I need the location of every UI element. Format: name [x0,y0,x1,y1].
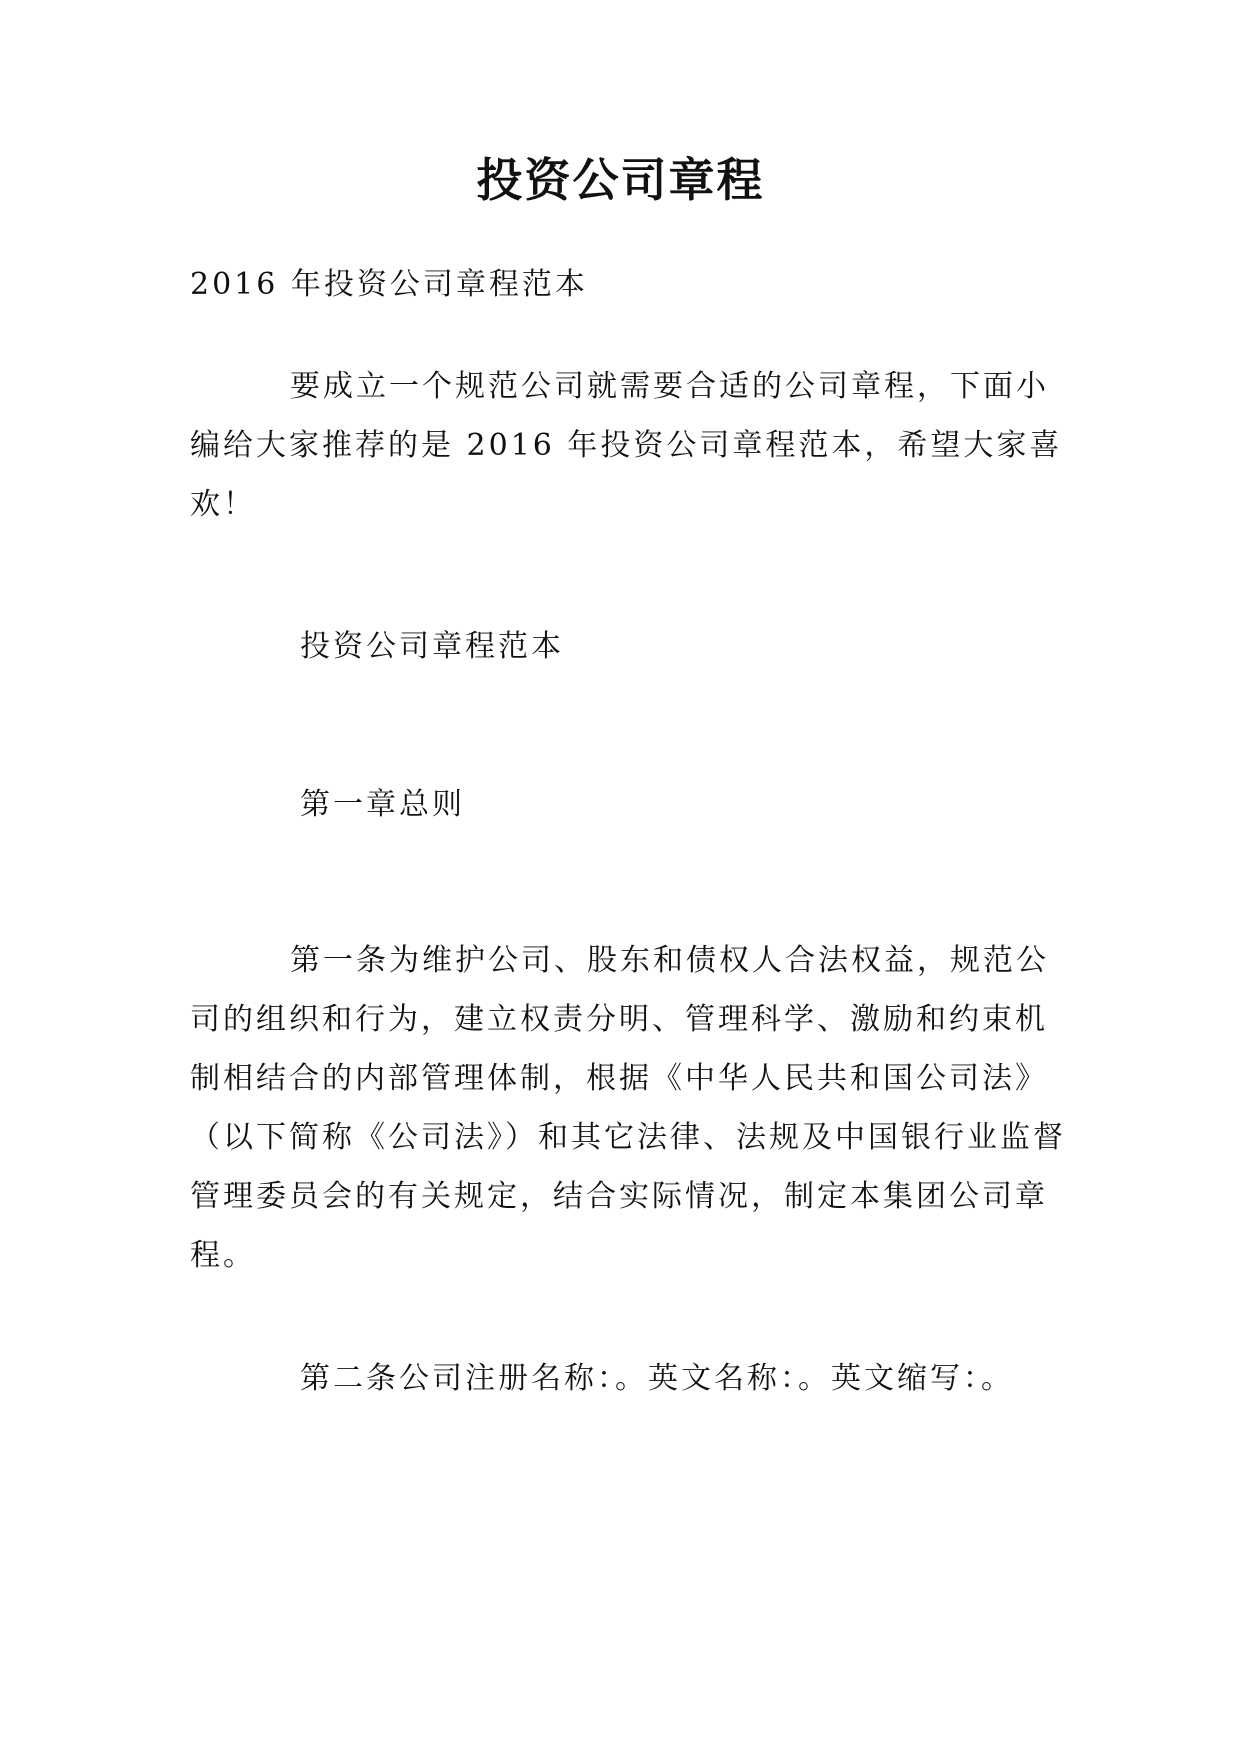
chapter-heading: 第一章总则 [300,787,465,822]
article-1-line-4: （以下简称《公司法》）和其它法律、法规及中国银行业监督 [190,1120,1066,1155]
article-1-line-6: 程。 [190,1238,256,1273]
article-1-line-3: 制相结合的内部管理体制，根据《中华人民共和国公司法》 [190,1061,1048,1096]
intro-paragraph [190,357,1063,534]
document-title: 投资公司章程 [476,153,765,207]
article-1-line-5: 管理委员会的有关规定，结合实际情况，制定本集团公司章 [190,1179,1048,1214]
intro-line-1: 要成立一个规范公司就需要合适的公司章程，下面小 [290,369,1049,404]
section-heading: 投资公司章程范本 [300,629,564,664]
intro-line-2: 编给大家推荐的是 2016 年投资公司章程范本，希望大家喜 [190,428,1063,463]
article-1-paragraph [190,931,1066,1285]
article-2-paragraph: 第二条公司注册名称：。英文名称：。英文缩写：。 [300,1361,1014,1396]
document-subtitle: 2016 年投资公司章程范本 [190,267,588,302]
article-1-line-2: 司的组织和行为，建立权责分明、管理科学、激励和约束机 [190,1002,1048,1037]
intro-line-3: 欢！ [190,487,256,522]
article-1-line-1: 第一条为维护公司、股东和债权人合法权益，规范公 [290,943,1049,978]
